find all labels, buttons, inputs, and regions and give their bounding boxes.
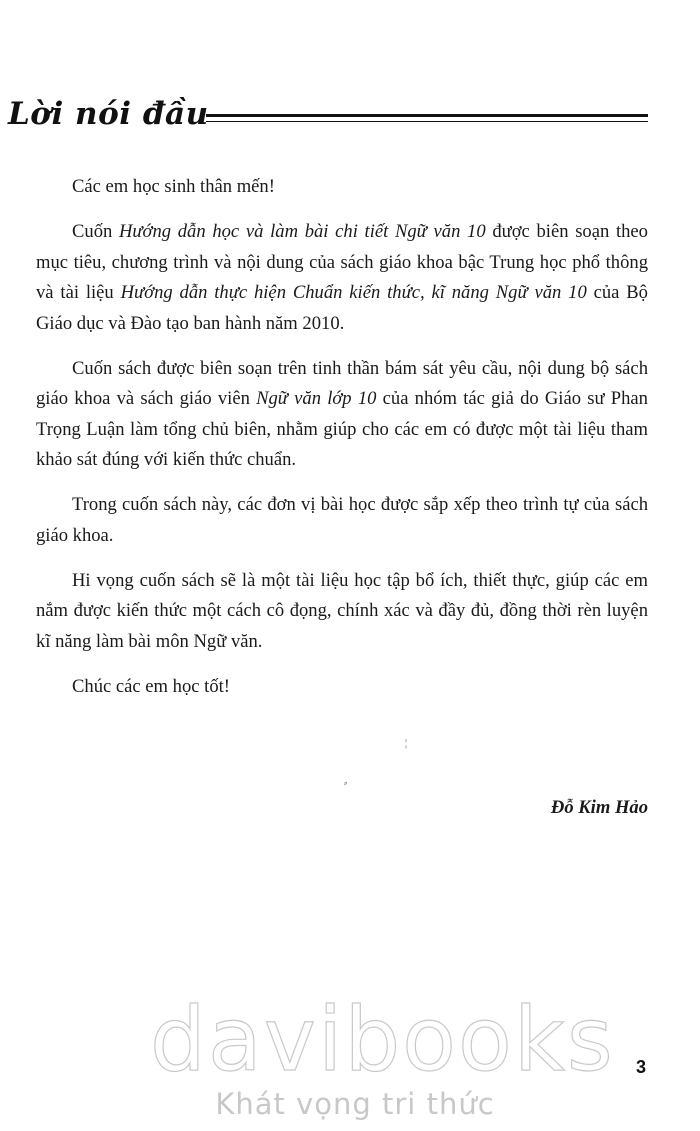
scan-speck: ⸗ — [344, 778, 348, 789]
closing-paragraph: Chúc các em học tốt! — [72, 675, 230, 697]
greeting-paragraph: Các em học sinh thân mến! — [72, 176, 275, 197]
paragraph-2-text-c: của nhóm tác giả do Giáo sư Phan Trọng Luận làm tổng chủ biên, nhằm giúp cho các em có được một tài liệu tham khảo sát đúng với kiến thức chuẩn. — [36, 388, 648, 470]
guide-title-emphasis: Hướng dẫn thực hiện Chuẩn kiến thức, kĩ năng Ngữ văn 10 — [120, 282, 587, 303]
paragraph-1-text-a: Cuốn — [72, 221, 119, 242]
paragraph-1-text-e: của Bộ Giáo dục và Đào tạo ban hành năm 2010. — [36, 282, 648, 334]
paragraph-3: Trong cuốn sách này, các đơn vị bài học được sắp xếp theo trình tự của sách giáo khoa. — [36, 494, 648, 546]
preface-heading — [8, 96, 648, 146]
book-title-emphasis: Hướng dẫn học và làm bài chi tiết Ngữ văn 10 — [118, 221, 486, 242]
paragraph-4: Hi vọng cuốn sách sẽ là một tài liệu học tập bổ ích, thiết thực, giúp các em nắm được kiến thức một cách cô đọng, chính xác và đầy đủ, đồng thời rèn luyện kĩ năng làm bài môn Ngữ văn. — [36, 569, 648, 652]
textbook-title-emphasis: Ngữ văn lớp 10 — [256, 388, 377, 409]
paragraph-1-text-c: được biên soạn theo mục tiêu, chương trình và nội dung của sách giáo khoa bậc Trung học phổ thông và tài liệu — [36, 221, 648, 303]
scan-speck: ¦ — [405, 738, 408, 749]
heading-rule — [206, 114, 648, 122]
page-number: 3 — [635, 1057, 646, 1077]
paragraph-2-text-a: Cuốn sách được biên soạn trên tinh thần bám sát yêu cầu, nội dung bộ sách giáo khoa và sách giáo viên — [36, 357, 648, 409]
paragraph-1 — [36, 217, 648, 339]
author-signature: Đỗ Kim Hảo — [550, 797, 648, 818]
preface-body — [36, 172, 648, 717]
paragraph-2 — [36, 354, 648, 476]
watermark-tagline: Khát vọng tri thức — [215, 1087, 495, 1121]
preface-title: Lời nói đầu — [8, 96, 209, 132]
watermark-brand: davibooks — [150, 988, 615, 1091]
